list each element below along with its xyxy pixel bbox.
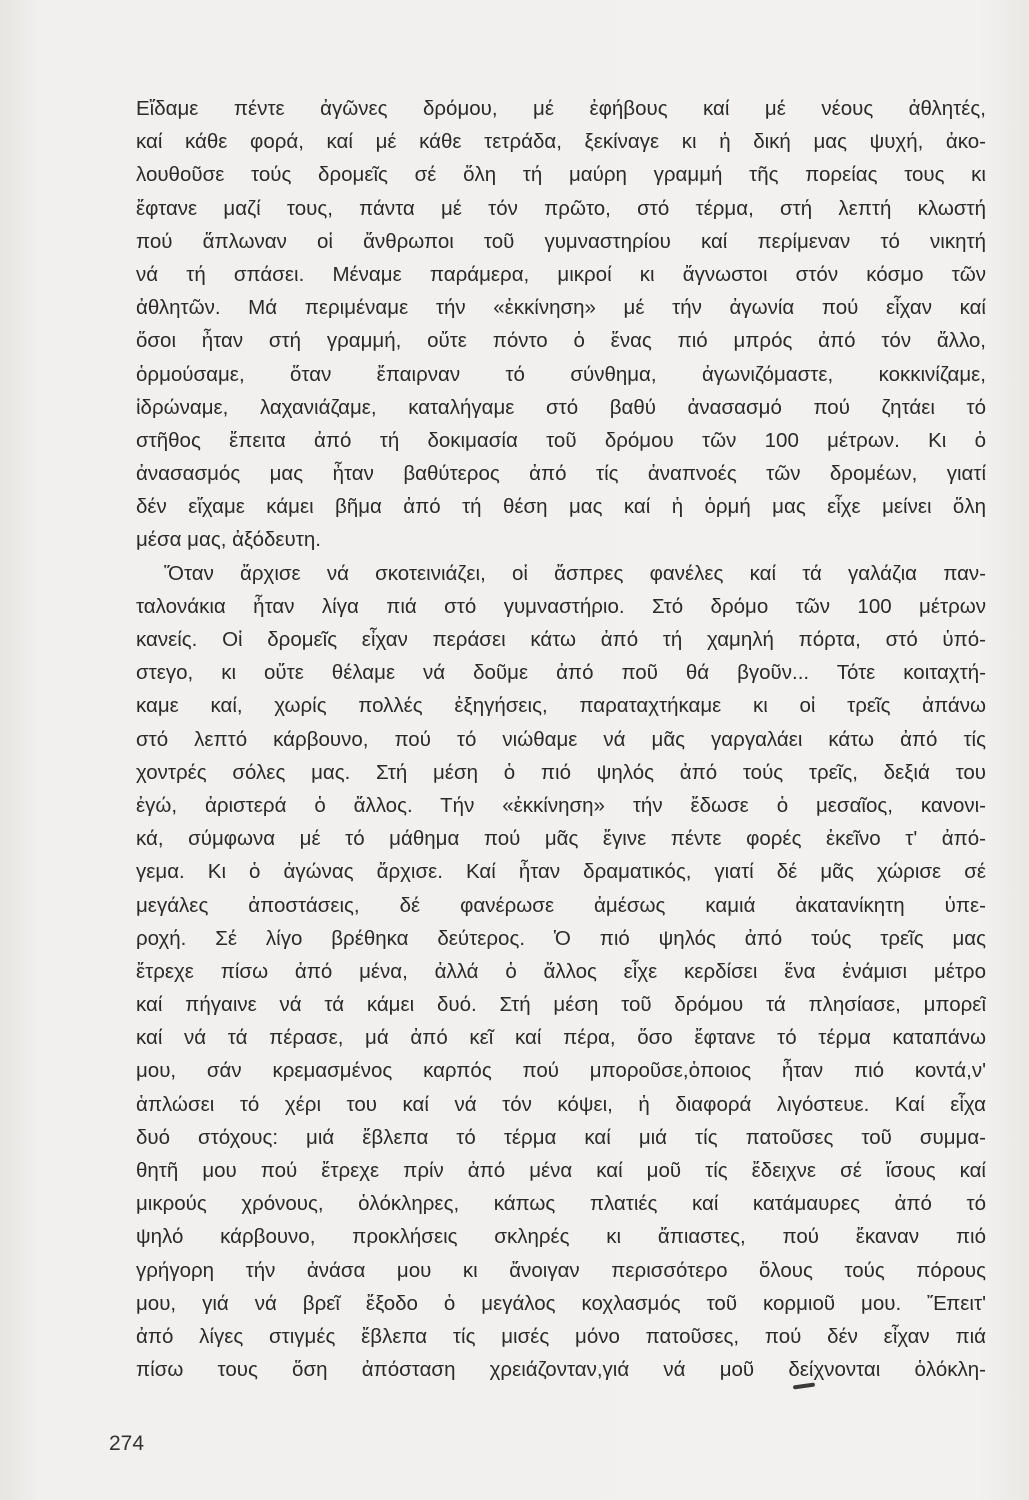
text-line: πού ἅπλωναν οἱ ἄνθρωποι τοῦ γυμναστηρίου καί περίμεναν τό νικητή — [136, 229, 986, 253]
text-line: στῆθος ἔπειτα ἀπό τή δοκιμασία τοῦ δρόμου τῶν 100 μέτρων. Κι ὁ — [136, 428, 986, 452]
text-line: μου, γιά νά βρεῖ ἔξοδο ὁ μεγάλος κοχλασμός τοῦ κορμιοῦ μου. Ἔπειτ' — [136, 1291, 986, 1315]
text-line: ἱδρώναμε, λαχανιάζαμε, καταλήγαμε στό βαθύ ἀνασασμό πού ζητάει τό — [136, 395, 986, 419]
text-line: ἔφτανε μαζί τους, πάντα μέ τόν πρῶτο, στό τέρμα, στή λεπτή κλωστή — [136, 196, 986, 220]
text-line: μικρούς χρόνους, ὁλόκληρες, κάπως πλατιές καί κατάμαυρες ἀπό τό — [136, 1192, 986, 1216]
text-line: ταλονάκια ἦταν λίγα πιά στό γυμναστήριο. Στό δρόμο τῶν 100 μέτρων — [136, 594, 986, 618]
text-line: κανείς. Οἱ δρομεῖς εἶχαν περάσει κάτω ἀπό τή χαμηλή πόρτα, στό ὑπό- — [136, 628, 986, 651]
text-line: ἔτρεχε πίσω ἀπό μένα, ἀλλά ὁ ἄλλος εἶχε κερδίσει ἕνα ἐνάμισι μέτρο — [136, 959, 986, 983]
text-line: στεγο, κι οὔτε θέλαμε νά δοῦμε ἀπό ποῦ θά βγοῦν... Τότε κοιταχτή- — [136, 661, 986, 685]
text-line: κά, σύμφωνα μέ τό μάθημα πού μᾶς ἔγινε πέντε φορές ἐκεῖνο τ' ἀπό- — [136, 827, 986, 851]
text-line: ὅσοι ἦταν στή γραμμή, οὔτε πόντο ὁ ἕνας πιό μπρός ἀπό τόν ἄλλο, — [136, 329, 986, 353]
text-line: μεγάλες ἀποστάσεις, δέ φανέρωσε ἀμέσως καμιά ἀκατανίκητη ὑπε- — [136, 893, 986, 917]
text-line: γεμα. Κι ὁ ἀγώνας ἄρχισε. Καί ἦταν δραματικός, γιατί δέ μᾶς χώρισε σέ — [136, 860, 986, 884]
text-line: καί κάθε φορά, καί μέ κάθε τετράδα, ξεκίναγε κι ἡ δική μας ψυχή, ἀκο- — [136, 130, 986, 154]
text-line: καί πήγαινε νά τά κάμει δυό. Στή μέση τοῦ δρόμου τά πλησίασε, μπορεῖ — [136, 993, 986, 1017]
text-line: ψηλό κάρβουνο, προκλήσεις σκληρές κι ἄπιαστες, πού ἔκαναν πιό — [136, 1225, 986, 1249]
page-number: 274 — [109, 1432, 145, 1455]
text-line: ἀνασασμός μας ἦταν βαθύτερος ἀπό τίς ἀναπνοές τῶν δρομέων, γιατί — [136, 462, 986, 486]
text-line: θητῆ μου πού ἔτρεχε πρίν ἀπό μένα καί μοῦ τίς ἔδειχνε σέ ἴσους καί — [136, 1159, 986, 1182]
text-line: καί νά τά πέρασε, μά ἀπό κεῖ καί πέρα, ὅσο ἔφτανε τό τέρμα καταπάνω — [136, 1026, 986, 1050]
text-line: πίσω τους ὅση ἀπόσταση χρειάζονταν,γιά νά μοῦ δείχνονται ὁλόκλη- — [136, 1358, 986, 1382]
body-text — [136, 92, 986, 1386]
text-line: ροχή. Σέ λίγο βρέθηκα δεύτερος. Ὁ πιό ψηλός ἀπό τούς τρεῖς μας — [136, 926, 986, 950]
text-line: μου, σάν κρεμασμένος καρπός πού μποροῦσε,ὁποιος ἦταν πιό κοντά,ν' — [136, 1059, 986, 1083]
text-line: δυό στόχους: μιά ἔβλεπα τό τέρμα καί μιά τίς πατοῦσες τοῦ συμμα- — [136, 1125, 986, 1149]
text-line: ἀπό λίγες στιγμές ἔβλεπα τίς μισές μόνο πατοῦσες, πού δέν εἶχαν πιά — [136, 1324, 986, 1348]
text-line: στό λεπτό κάρβουνο, πού τό νιώθαμε νά μᾶς γαργαλάει κάτω ἀπό τίς — [136, 727, 986, 751]
text-line: ὁρμούσαμε, ὅταν ἔπαιρναν τό σύνθημα, ἀγωνιζόμαστε, κοκκινίζαμε, — [136, 362, 986, 386]
text-line: ἐγώ, ἀριστερά ὁ ἄλλος. Τήν «ἐκκίνηση» τήν ἔδωσε ὁ μεσαῖος, κανονι- — [136, 793, 986, 817]
text-line: ἀθλητῶν. Μά περιμέναμε τήν «ἐκκίνηση» μέ τήν ἀγωνία πού εἶχαν καί — [136, 296, 986, 320]
text-line: λουθοῦσε τούς δρομεῖς σέ ὅλη τή μαύρη γραμμή τῆς πορείας τους κι — [136, 163, 986, 187]
text-line: μέσα μας, ἀξόδευτη. — [136, 528, 321, 552]
text-line: δέν εἴχαμε κάμει βῆμα ἀπό τή θέση μας καί ἡ ὁρμή μας εἶχε μείνει ὅλη — [136, 495, 986, 519]
text-line: καμε καί, χωρίς πολλές ἐξηγήσεις, παραταχτήκαμε κι οἱ τρεῖς ἀπάνω — [136, 694, 986, 718]
text-line: ἁπλώσει τό χέρι του καί νά τόν κόψει, ἡ διαφορά λιγόστευε. Καί εἶχα — [136, 1092, 986, 1116]
text-line: νά τή σπάσει. Μέναμε παράμερα, μικροί κι ἄγνωστοι στόν κόσμο τῶν — [136, 262, 986, 286]
text-line: Εἴδαμε πέντε ἀγῶνες δρόμου, μέ ἐφήβους καί μέ νέους ἀθλητές, — [136, 97, 986, 120]
text-line: Ὅταν ἄρχισε νά σκοτεινιάζει, οἱ ἄσπρες φανέλες καί τά γαλάζια παν- — [164, 561, 986, 585]
text-line: χοντρές σόλες μας. Στή μέση ὁ πιό ψηλός ἀπό τούς τρεῖς, δεξιά του — [136, 760, 986, 784]
text-line: γρήγορη τήν ἀνάσα μου κι ἄνοιγαν περισσότερο ὅλους τούς πόρους — [136, 1258, 986, 1282]
